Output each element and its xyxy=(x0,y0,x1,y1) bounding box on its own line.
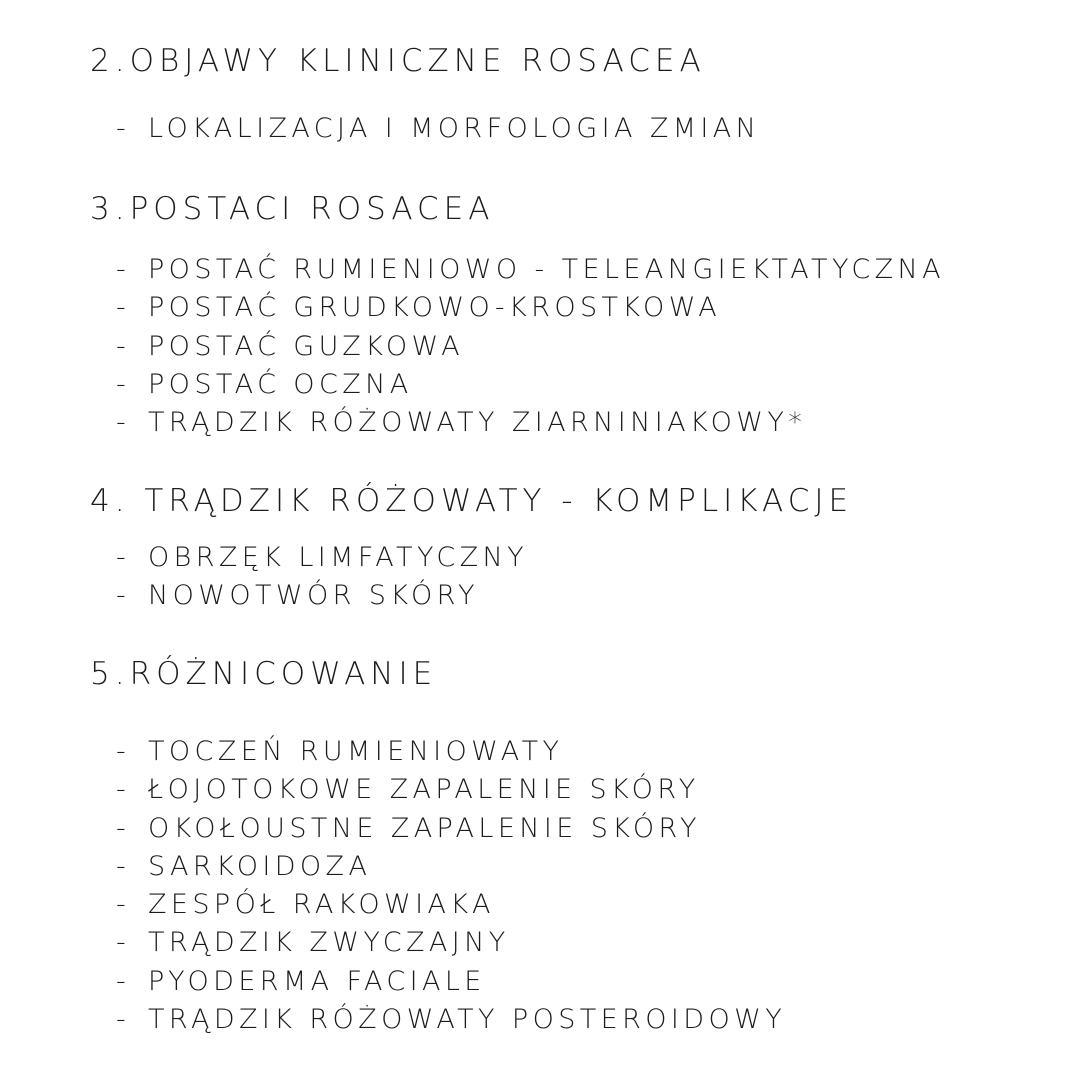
bullet-dash: - xyxy=(116,113,131,144)
section-heading-postaci: 3.POSTACI ROSACEA xyxy=(90,191,495,227)
list-item xyxy=(116,328,945,366)
list-item-text: LOKALIZACJA I MORFOLOGIA ZMIAN xyxy=(148,113,761,144)
list-item xyxy=(116,110,760,148)
bullet-dash: - xyxy=(116,292,131,324)
list-item-text: ŁOJOTOKOWE ZAPALENIE SKÓRY xyxy=(148,774,700,806)
list-item xyxy=(116,963,786,1001)
bullet-dash: - xyxy=(116,965,131,997)
list-item-text: PYODERMA FACIALE xyxy=(148,965,486,997)
list-item-text: OKOŁOUSTNE ZAPALENIE SKÓRY xyxy=(148,812,701,844)
bullet-dash: - xyxy=(116,736,131,767)
list-item-text: ZESPÓŁ RAKOWIAKA xyxy=(148,889,495,921)
list-komplikacje xyxy=(116,539,528,616)
list-objawy-kliniczne xyxy=(116,110,760,148)
list-item xyxy=(116,733,786,771)
bullet-dash: - xyxy=(116,850,131,882)
section-heading-komplikacje: 4. TRĄDZIK RÓŻOWATY - KOMPLIKACJE xyxy=(90,483,854,519)
bullet-dash: - xyxy=(116,368,131,400)
list-item xyxy=(116,810,786,848)
list-item-text: TRĄDZIK RÓŻOWATY POSTEROIDOWY xyxy=(148,1004,787,1036)
bullet-dash: - xyxy=(116,927,131,959)
bullet-dash: - xyxy=(116,542,131,573)
list-item-text: POSTAĆ RUMIENIOWO - TELEANGIEKTATYCZNA xyxy=(148,254,945,285)
list-item xyxy=(116,251,945,289)
section-heading-objawy-kliniczne: 2.OBJAWY KLINICZNE ROSACEA xyxy=(90,43,706,79)
list-item xyxy=(116,886,786,924)
bullet-dash: - xyxy=(116,254,131,285)
list-item xyxy=(116,771,786,809)
list-item-text: TOCZEŃ RUMIENIOWATY xyxy=(148,736,564,767)
bullet-dash: - xyxy=(116,407,131,439)
section-heading-roznicowanie: 5.RÓŻNICOWANIE xyxy=(90,656,438,692)
list-item-text: POSTAĆ GRUDKOWO-KROSTKOWA xyxy=(148,292,722,324)
bullet-dash: - xyxy=(116,1004,131,1036)
list-item xyxy=(116,289,945,327)
list-item-text: TRĄDZIK ZWYCZAJNY xyxy=(148,927,510,959)
list-item xyxy=(116,924,786,962)
bullet-dash: - xyxy=(116,812,131,844)
list-roznicowanie xyxy=(116,733,786,1039)
list-item xyxy=(116,539,528,577)
bullet-dash: - xyxy=(116,774,131,806)
list-item-text: SARKOIDOZA xyxy=(148,850,372,882)
list-item xyxy=(116,1001,786,1039)
bullet-dash: - xyxy=(116,580,131,612)
list-postaci xyxy=(116,251,945,442)
list-item-text: TRĄDZIK RÓŻOWATY ZIARNINIAKOWY* xyxy=(148,407,807,439)
list-item xyxy=(116,577,528,615)
list-item xyxy=(116,366,945,404)
list-item-text: OBRZĘK LIMFATYCZNY xyxy=(148,542,529,573)
list-item-text: NOWOTWÓR SKÓRY xyxy=(148,580,479,612)
list-item xyxy=(116,404,945,442)
bullet-dash: - xyxy=(116,330,131,362)
list-item-text: POSTAĆ OCZNA xyxy=(148,368,413,400)
list-item xyxy=(116,848,786,886)
list-item-text: POSTAĆ GUZKOWA xyxy=(148,330,464,362)
bullet-dash: - xyxy=(116,889,131,921)
